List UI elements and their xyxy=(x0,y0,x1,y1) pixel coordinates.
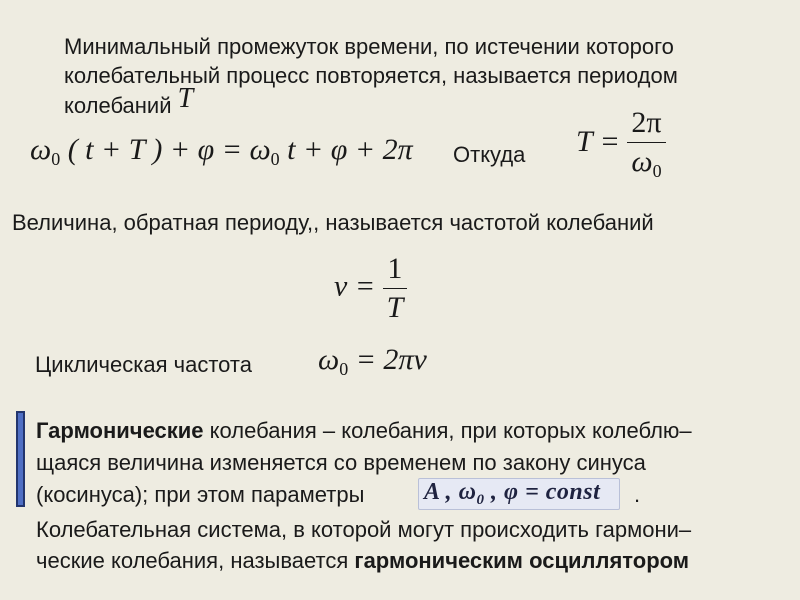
frequency-fraction xyxy=(383,252,408,325)
frequency-denominator: T xyxy=(383,288,408,325)
period-definition-line3 xyxy=(64,83,194,120)
cyclic-frequency-formula xyxy=(318,343,427,380)
omega-subscript: 0 xyxy=(339,359,349,379)
period-denominator: $\omega_0$ xyxy=(627,142,665,182)
oscillator-line2-pre: ческие колебания, называется xyxy=(36,548,349,573)
period-definition-line2: колебательный процесс повторяется, называется периодом xyxy=(64,63,678,88)
omega-subscript: 0 xyxy=(51,149,61,169)
period-definition-label: колебаний xyxy=(64,93,172,118)
constants-params: A , ω xyxy=(424,479,477,505)
harmonic-line3: (косинуса); при этом параметры xyxy=(36,482,365,507)
harmonic-oscillator-term: гармоническим осциллятором xyxy=(354,548,690,573)
period-formula-lhs: T = xyxy=(576,124,620,158)
harmonic-period-dot: . xyxy=(634,482,641,507)
frequency-definition: Величина, обратная периоду,, называется частотой колебаний xyxy=(12,210,654,235)
phase-equation xyxy=(30,133,413,170)
oscillator-line2 xyxy=(36,546,689,575)
omega-symbol: ω xyxy=(318,343,340,376)
frequency-numerator: 1 xyxy=(387,252,403,285)
frequency-formula xyxy=(334,252,407,325)
accent-bar xyxy=(16,411,25,507)
harmonic-line2: щаяся величина изменяется со временем по закону синуса xyxy=(36,450,646,475)
period-fraction xyxy=(627,106,665,182)
harmonic-term: Гармонические xyxy=(36,418,204,443)
harmonic-line1-rest: колебания – колебания, при которых колеблю– xyxy=(209,418,692,443)
oscillator-line1: Колебательная система, в которой могут происходить гармони– xyxy=(36,517,692,542)
frequency-formula-lhs: ν = xyxy=(334,269,376,303)
cyclic-frequency-label: Циклическая частота xyxy=(35,352,252,377)
equation-rhs: t + φ + 2π xyxy=(287,133,413,166)
period-formula xyxy=(576,106,666,182)
period-definition-line1: Минимальный промежуток времени, по истечении которого xyxy=(64,34,674,59)
otkuda-label: Откуда xyxy=(453,142,526,167)
constants-rest: , φ = const xyxy=(484,479,601,505)
equation-middle: ( t + T ) + φ = ω xyxy=(67,133,271,166)
period-numerator: 2π xyxy=(631,106,662,139)
constants-expression xyxy=(424,479,600,509)
cyclic-formula-rhs: = 2πν xyxy=(355,343,427,376)
constants-sub: 0 xyxy=(476,492,485,508)
omega-subscript-2: 0 xyxy=(270,149,280,169)
omega-symbol: ω xyxy=(30,133,52,166)
harmonic-line1 xyxy=(36,416,692,445)
period-symbol: T xyxy=(177,83,194,114)
